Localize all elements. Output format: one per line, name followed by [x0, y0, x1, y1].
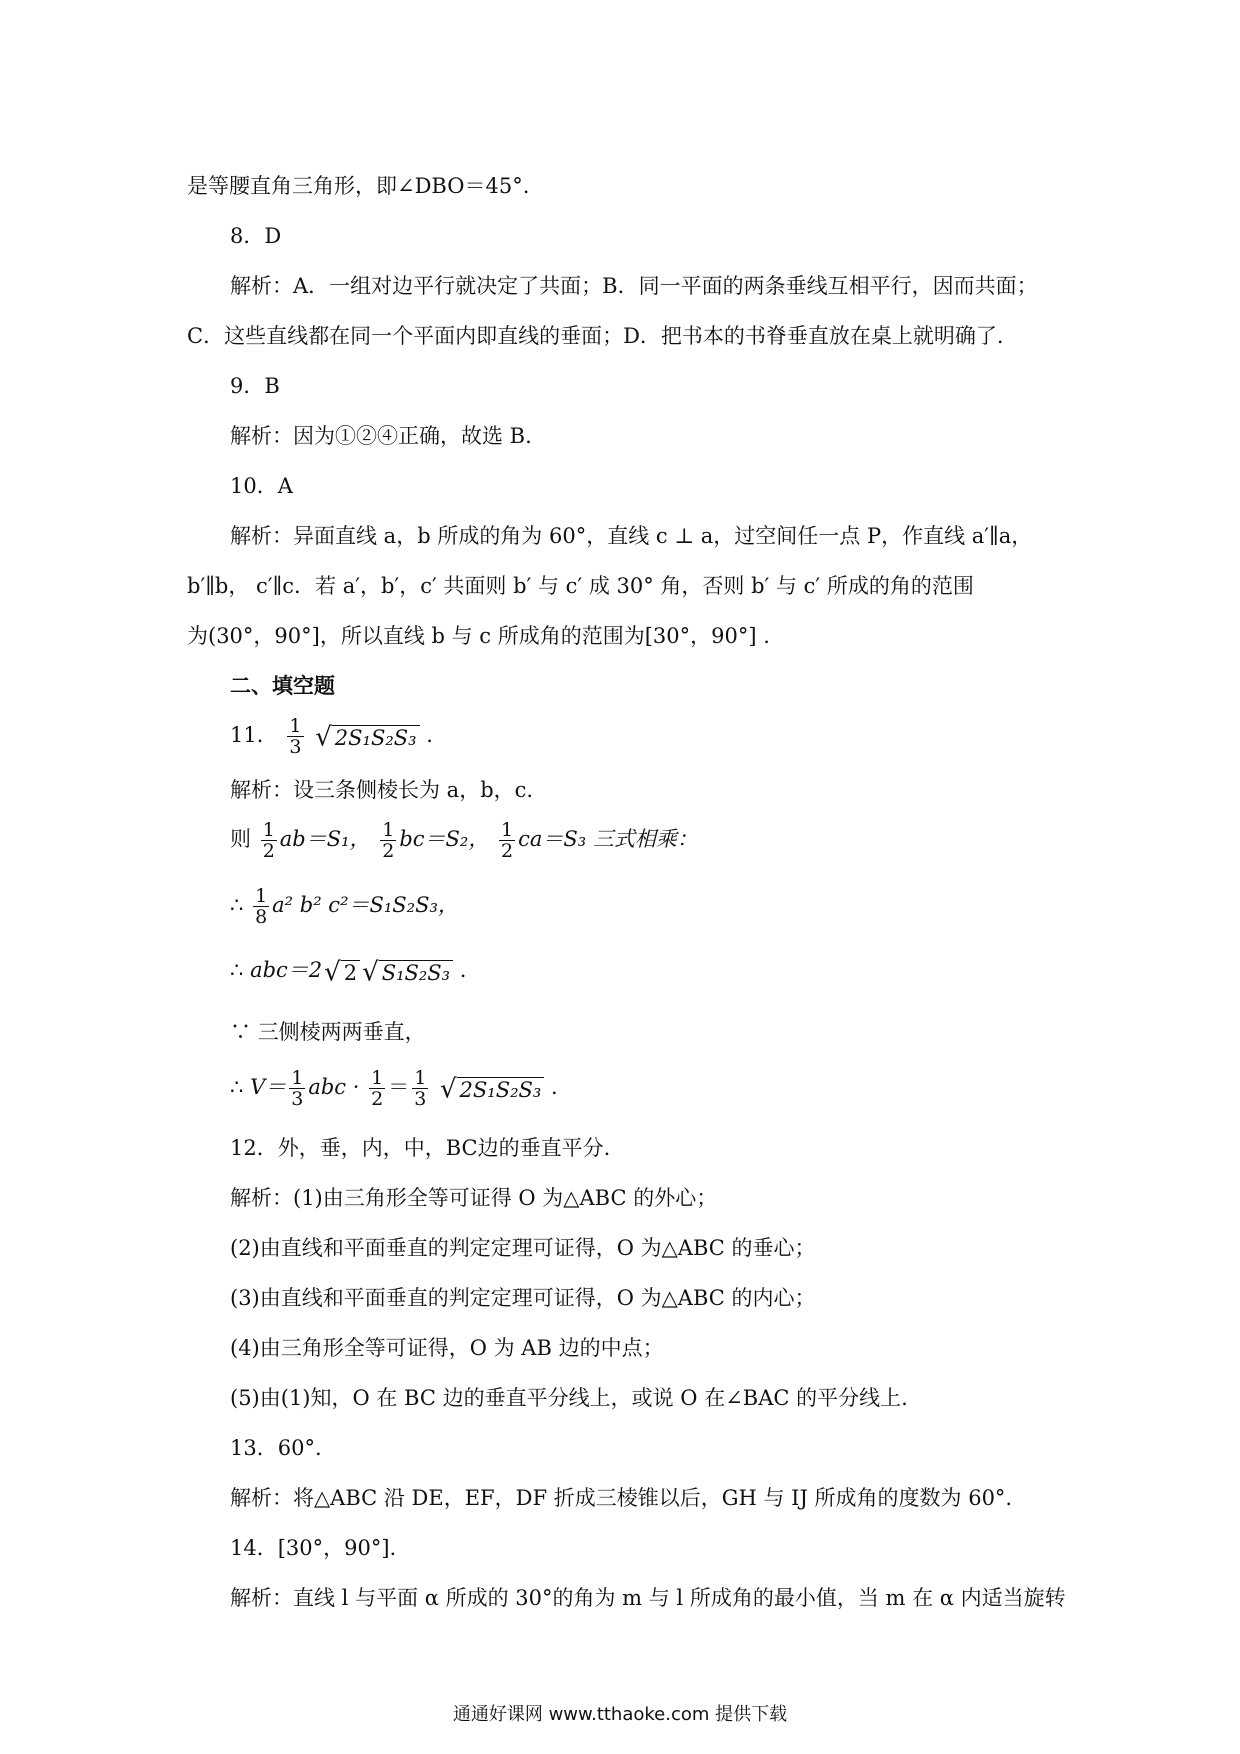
formula-line — [230, 1018, 426, 1046]
answer-8: 8．D — [230, 224, 282, 248]
numerator: 1 — [382, 819, 395, 841]
text-line: 解析：将△ABC 沿 DE，EF，DF 折成三棱锥以后，GH 与 IJ 所成角的度数为 60°. — [230, 1486, 1013, 1510]
therefore-symbol: ∴ — [230, 893, 244, 917]
text-line: 解析：设三条侧棱长为 a，b，c. — [230, 778, 534, 802]
text-line: (2)由直线和平面垂直的判定定理可证得，O 为△ABC 的垂心； — [230, 1236, 816, 1260]
answer-10: 10．A — [230, 474, 293, 498]
expression: abc · — [308, 1075, 360, 1099]
numerator: 1 — [262, 819, 275, 841]
formula-line — [230, 1068, 558, 1114]
because-symbol: ∵ — [230, 1020, 251, 1044]
punctuation: . — [426, 723, 433, 747]
text-line: 解析：(1)由三角形全等可证得 O 为△ABC 的外心； — [230, 1186, 718, 1210]
fraction — [369, 1068, 385, 1109]
text-line: 是等腰直角三角形，即∠DBO＝45°. — [187, 174, 530, 198]
text-line: 解析：直线 l 与平面 α 所成的 30°的角为 m 与 l 所成角的最小值，当 m 在 α 内适当旋转 — [230, 1586, 1066, 1610]
sqrt: √ S₁S₂S₃ — [362, 957, 453, 987]
numerator: 1 — [414, 1067, 427, 1089]
sqrt: √ 2S₁S₂S₃ — [440, 1074, 544, 1104]
answer-13: 13．60°. — [230, 1436, 322, 1460]
radicand: S₁S₂S₃ — [379, 960, 453, 985]
text-line: 解析：异面直线 a，b 所成的角为 60°，直线 c ⊥ a，过空间任一点 P，作直线 a′∥a， — [230, 524, 1033, 548]
fraction — [412, 1068, 428, 1109]
sqrt: √ 2S₁S₂S₃ — [315, 722, 419, 752]
numerator: 1 — [371, 1067, 384, 1089]
radicand: 2S₁S₂S₃ — [332, 725, 420, 750]
therefore-symbol: ∴ — [230, 958, 244, 982]
fraction — [253, 886, 269, 927]
text-line: (3)由直线和平面垂直的判定定理可证得，O 为△ABC 的内心； — [230, 1286, 816, 1310]
text-line: 为(30°，90°]，所以直线 b 与 c 所成角的范围为[30°，90°] . — [187, 624, 770, 648]
sqrt: √ 2 — [324, 957, 360, 987]
answer-12: 12．外，垂，内，中，BC边的垂直平分. — [230, 1136, 611, 1160]
answer-11 — [230, 716, 433, 756]
fraction — [287, 716, 303, 757]
numerator: 1 — [291, 1067, 304, 1089]
denominator: 3 — [414, 1088, 427, 1110]
denominator: 3 — [291, 1088, 304, 1110]
text-line: 解析：A．一组对边平行就决定了共面；B．同一平面的两条垂线互相平行，因而共面； — [230, 274, 1038, 298]
label: 则 — [230, 827, 251, 851]
radicand: 2S₁S₂S₃ — [457, 1077, 545, 1102]
denominator: 2 — [371, 1088, 384, 1110]
text-line: (5)由(1)知，O 在 BC 边的垂直平分线上，或说 O 在∠BAC 的平分线上. — [230, 1386, 908, 1410]
punctuation: . — [459, 958, 467, 982]
fraction — [380, 820, 396, 861]
question-number: 11． — [230, 723, 278, 747]
section-heading: 二、填空题 — [230, 674, 335, 698]
therefore-symbol: ∴ — [230, 1075, 244, 1099]
expression: abc＝2 — [250, 958, 323, 982]
page-footer: 通通好课网 www.tthaoke.com 提供下载 — [452, 1704, 788, 1725]
fraction — [499, 820, 515, 861]
answer-9: 9．B — [230, 374, 280, 398]
expression: bc＝S₂， — [399, 827, 490, 851]
numerator: 1 — [501, 819, 514, 841]
fraction — [289, 1068, 305, 1109]
denominator: 2 — [262, 840, 275, 862]
numerator: 1 — [255, 885, 268, 907]
formula-line — [230, 956, 466, 992]
expression: ca＝S₃ 三式相乘： — [518, 827, 698, 851]
text-line: b′∥b， c′∥c．若 a′，b′，c′ 共面则 b′ 与 c′ 成 30° 角，否则 b′ 与 c′ 所成的角的范围 — [187, 574, 974, 598]
denominator: 2 — [382, 840, 395, 862]
answer-14: 14．[30°，90°]. — [230, 1536, 397, 1560]
text-line: 解析：因为①②④正确，故选 B. — [230, 424, 532, 448]
text-line: (4)由三角形全等可证得，O 为 AB 边的中点； — [230, 1336, 664, 1360]
fraction — [261, 820, 277, 861]
equals: ＝ — [388, 1075, 410, 1099]
denominator: 8 — [255, 906, 268, 928]
numerator: 1 — [289, 715, 302, 737]
text-line: C．这些直线都在同一个平面内即直线的垂面；D．把书本的书脊垂直放在桌上就明确了. — [187, 324, 1004, 348]
formula-line — [230, 886, 459, 932]
denominator: 2 — [501, 840, 514, 862]
denominator: 3 — [289, 736, 302, 758]
radicand: 2 — [341, 960, 360, 985]
text: 三侧棱两两垂直， — [257, 1020, 426, 1044]
punctuation: . — [551, 1075, 558, 1099]
expression: ab＝S₁， — [279, 827, 371, 851]
expression: a² b² c²＝S₁S₂S₃， — [272, 893, 459, 917]
formula-line — [230, 820, 698, 866]
expression: V＝ — [250, 1075, 287, 1099]
